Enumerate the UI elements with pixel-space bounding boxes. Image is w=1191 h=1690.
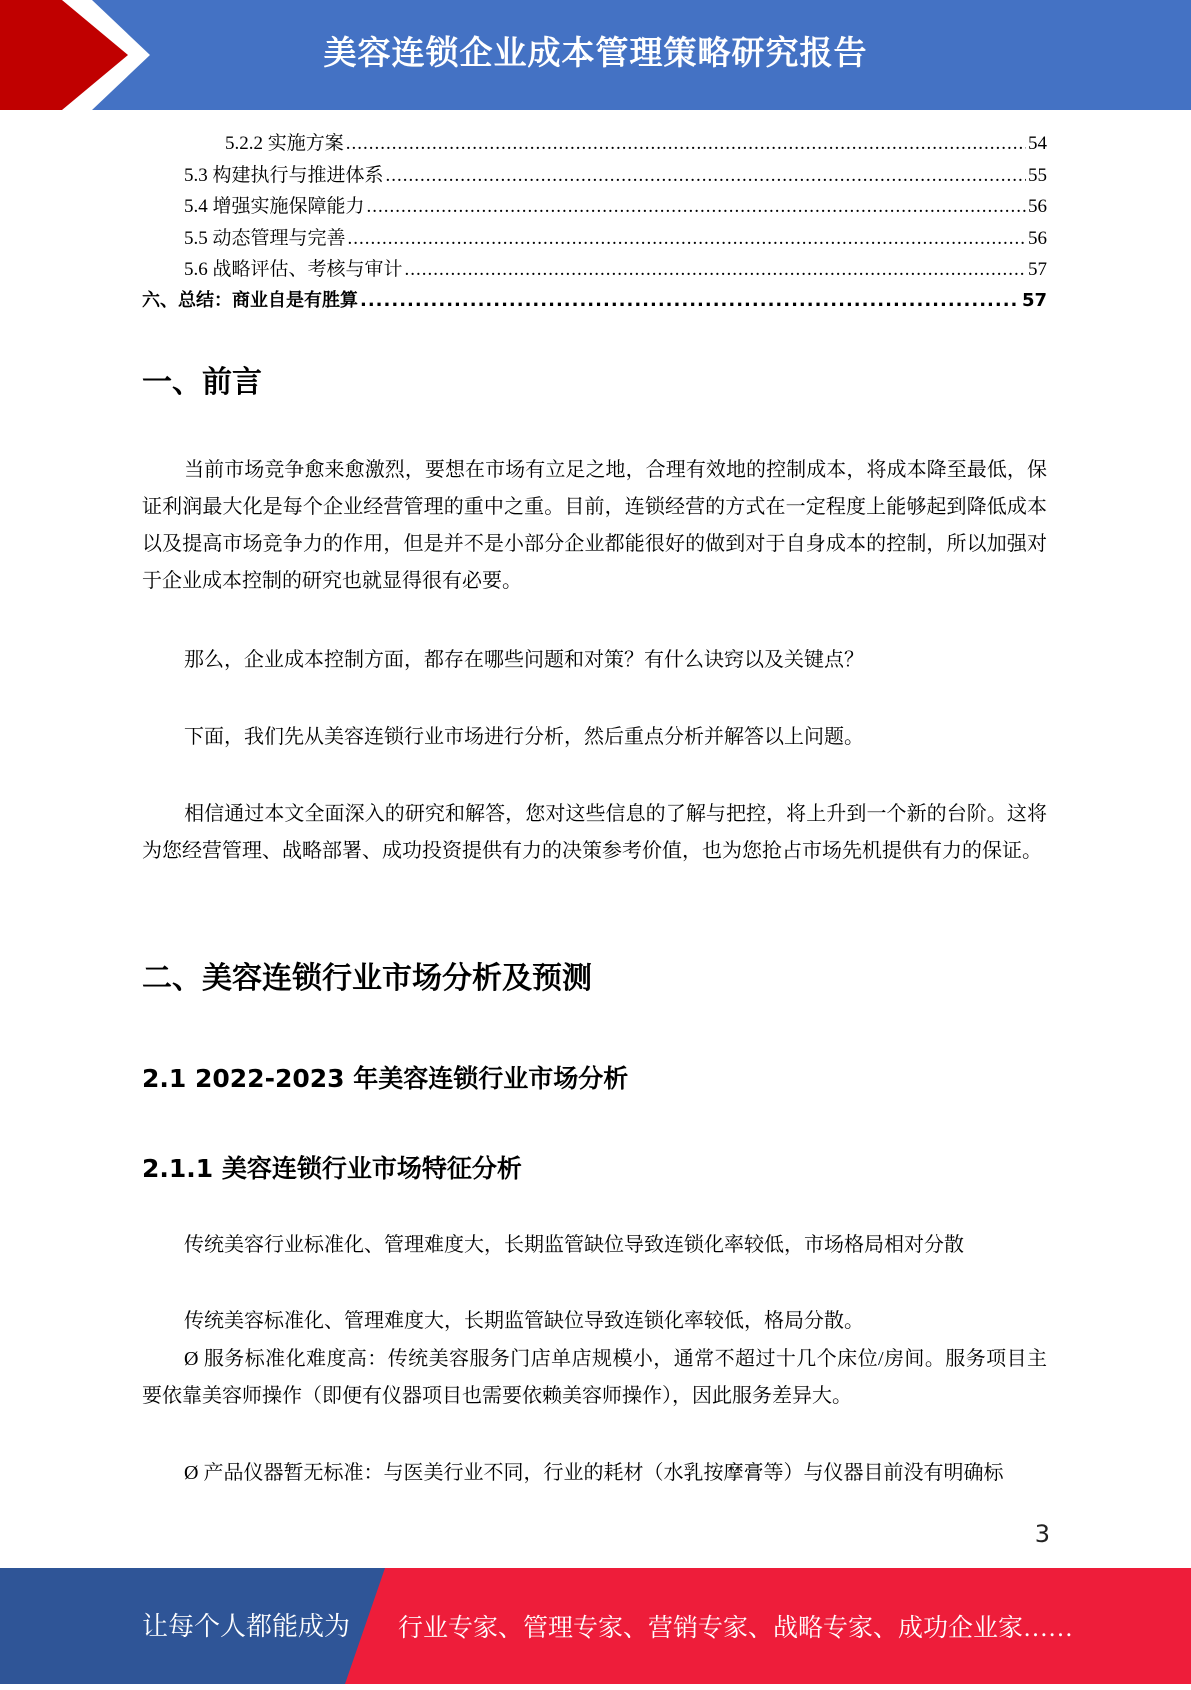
page-footer [0, 1568, 1191, 1684]
page-number: 3 [1034, 1520, 1050, 1548]
preface-heading: 一、前言 [142, 365, 262, 400]
toc-entry[interactable] [142, 254, 1047, 286]
toc-entry-label: 5.5 动态管理与完善 [184, 227, 346, 249]
preface-paragraph: 那么，企业成本控制方面，都存在哪些问题和对策？有什么诀窍以及关键点？ [184, 649, 864, 671]
body-paragraph: Ø 服务标准化难度高：传统美容服务门店单店规模小，通常不超过十几个床位/房间。服务项目主要依靠美容师操作（即便有仪器项目也需要依赖美容师操作），因此服务差异大。 [142, 1348, 1047, 1407]
market-heading: 二、美容连锁行业市场分析及预测 [142, 961, 592, 996]
toc-entry-page: 56 [1028, 227, 1047, 249]
toc-entry-label: 5.4 增强实施保障能力 [184, 196, 365, 217]
toc-entry-page: 57 [1021, 289, 1047, 311]
subsection-heading: 2.1.1 美容连锁行业市场特征分析 [142, 1154, 522, 1183]
preface-paragraph: 相信通过本文全面深入的研究和解答，您对这些信息的了解与把控，将上升到一个新的台阶。这将为您经营管理、战略部署、成功投资提供有力的决策参考价值，也为您抢占市场先机提供有力的保证。 [142, 803, 1047, 862]
footer-slogan-right: 行业专家、管理专家、营销专家、战略专家、成功企业家…… [398, 1615, 1074, 1642]
footer-slogan-left: 让每个人都能成为 [142, 1612, 351, 1642]
subsection-heading: 2.1 2022-2023 年美容连锁行业市场分析 [142, 1064, 629, 1093]
toc-entry-page: 54 [1028, 133, 1047, 154]
toc-entry[interactable] [142, 128, 1047, 160]
preface-paragraph: 当前市场竞争愈来愈激烈，要想在市场有立足之地，合理有效地的控制成本，将成本降至最低，保证利润最大化是每个企业经营管理的重中之重。目前，连锁经营的方式在一定程度上能够起到降低成本以及提高市场竞争力的作用，但是并不是小部分企业都能很好的做到对于自身成本的控制，所以加强对于企业成本控制的研究也就显得很有必要。 [142, 459, 1047, 592]
page-header [0, 0, 1191, 110]
toc-entry-page: 57 [1028, 259, 1047, 280]
toc-entry-label: 5.3 构建执行与推进体系 [184, 164, 384, 186]
body-paragraph: 传统美容行业标准化、管理难度大，长期监管缺位导致连锁化率较低，市场格局相对分散 [184, 1234, 964, 1256]
body-paragraph: 传统美容标准化、管理难度大，长期监管缺位导致连锁化率较低，格局分散。 [184, 1310, 864, 1332]
toc-entry[interactable] [142, 160, 1047, 192]
table-of-contents [142, 128, 1047, 317]
toc-entry[interactable] [142, 286, 1047, 318]
toc-entry[interactable] [142, 223, 1047, 255]
toc-entry-label: 六、总结：商业自是有胜算 [142, 289, 358, 311]
toc-entry-page: 55 [1028, 164, 1047, 186]
toc-entry-page: 56 [1028, 196, 1047, 217]
toc-entry-label: 5.6 战略评估、考核与审计 [184, 259, 403, 280]
preface-paragraph: 下面，我们先从美容连锁行业市场进行分析，然后重点分析并解答以上问题。 [184, 726, 864, 748]
toc-entry-label: 5.2.2 实施方案 [225, 133, 344, 154]
report-title: 美容连锁企业成本管理策略研究报告 [323, 33, 868, 72]
body-paragraph: Ø 产品仪器暂无标准：与医美行业不同，行业的耗材（水乳按摩膏等）与仪器目前没有明确标 [184, 1462, 1004, 1484]
toc-entry[interactable] [142, 191, 1047, 223]
